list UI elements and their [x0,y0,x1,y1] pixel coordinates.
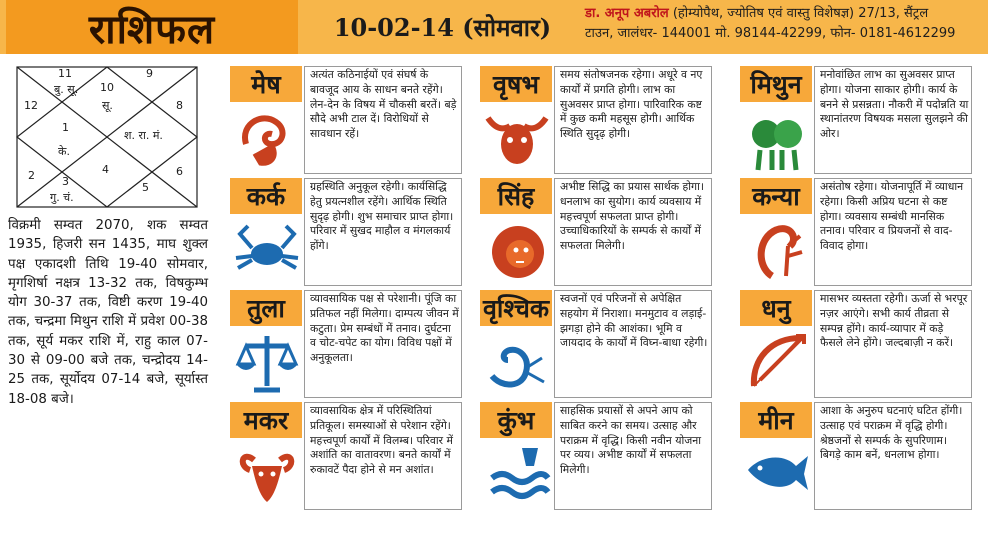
house-1: 1 [62,121,69,134]
author-credentials: (होम्योपैथ, ज्योतिष एवं वास्तु विशेषज्ञ) 27/13, सैंट्रल [668,6,929,21]
twins-icon [742,104,812,174]
rashifal-logo [6,0,298,54]
sign-prediction-text: साहसिक प्रयासों से अपने आप को साबित करने का समय। उत्साह और पराक्रम में वृद्धि। किसी नवीन योजना पर व्यय। अभीष्ट कार्यों में सफलता मिलेगी। [554,402,712,510]
house-3-planets: गु. चं. [50,191,74,204]
header-bar [0,0,988,54]
date-heading: 10-02-14 (सोमवार) [333,12,552,42]
sign-name-label: मिथुन [740,66,812,102]
lion-icon [482,216,552,286]
sign-name-label: धनु [740,290,812,326]
archer-bow-icon [742,328,812,398]
maiden-icon [742,216,812,286]
sign-name-label: सिंह [480,178,552,214]
sign-prediction-text: अत्यंत कठिनाईयों एवं संघर्ष के बावजूद आय के साधन बनते रहेंगे। लेन-देन के विषय में चौकसी बरतें। बड़े सौदे अभी टाल दें। विरोधियों से सावधान रहें। [304,66,462,174]
house-12: 12 [24,99,38,112]
sign-name-label: मकर [230,402,302,438]
house-10-planets: सू. [102,99,113,112]
sign-prediction-text: स्वजनों एवं परिजनों से अपेक्षित सहयोग में निराशा। मनमुटाव व लड़ाई-झगड़ा होने की आशंका। भूमि व जायदाद के कार्यों में विघ्न-बाधा रहेगी। [554,290,712,398]
house-4: 4 [102,163,109,176]
house-8: 8 [176,99,183,112]
author-address: टाउन, जालंधर- 144001 मो. 98144-42299, फोन- 0181-4612299 [585,26,956,41]
house-10: 10 [100,81,114,94]
page-title: राशिफल [88,5,216,53]
water-bearer-icon [482,440,552,510]
fish-icon [742,440,812,510]
crab-icon [232,216,302,286]
panchang-text: विक्रमी सम्वत 2070, शक सम्वत 1935, हिजरी सन 1435, माघ शुक्ल पक्ष एकादशी तिथि 19-40 सोमवार, मृगशिर्षा नक्षत्र 13-32 तक, विषकुम्भ योग 30-37 तक, विष्टी करण 19-40 तक, चन्द्रमा मिथुन राशि में प्रवेश 00-38 तक, सूर्य मकर राशि में, राहु काल 07-30 से 09-00 बजे तक, चन्द्रोदय 14-25 तक, सूर्योदय 07-14 बजे, सूर्यास्त 18-08 बजे। [8,218,208,407]
sign-name-label: वृश्चिक [480,290,552,326]
house-7-planets: श. रा. मं. [124,129,163,142]
sign-name-label: वृषभ [480,66,552,102]
house-11-planets: बु. सू. [54,83,79,96]
sign-name-label: कुंभ [480,402,552,438]
sign-name-label: तुला [230,290,302,326]
sign-name-label: कन्या [740,178,812,214]
goat-icon [232,440,302,510]
sign-prediction-text: आशा के अनुरुप घटनाएं घटित होंगी। उत्साह एवं पराक्रम में वृद्धि होगी। श्रेष्ठजनों से सम्पर्क के सुपरिणाम। बिगड़े काम बनें, धनलाभ होगा। [814,402,972,510]
house-1-planets: के. [58,145,70,158]
sign-prediction-text: असंतोष रहेगा। योजनापूर्ति में व्याधान रहेगा। किसी अप्रिय घटना से कष्ट होगा। व्यवसाय सम्बंधी मानसिक तनाव। परिवार व प्रियजनों से वाद-विवाद होगा। [814,178,972,286]
sign-prediction-text: मनोवांछित लाभ का सुअवसर प्राप्त होगा। योजना साकार होगी। कार्य के बनने से प्रसन्नता। नौकरी में पदोन्नति या स्थानांतरण विषयक मसला सुलझने की ओर। [814,66,972,174]
sign-name-label: मीन [740,402,812,438]
kundli-chart [16,66,198,208]
sign-prediction-text: समय संतोषजनक रहेगा। अधूरे व नए कार्यों में प्रगति होगी। लाभ का सुअवसर प्राप्त होगा। पारिवारिक कष्ट में कुछ कमी महसूस होगी। आर्थिक स्थिति सुदृढ़ होगी। [554,66,712,174]
house-6: 6 [176,165,183,178]
house-9: 9 [146,67,153,80]
scales-icon [232,328,302,398]
author-info [585,4,985,44]
sign-prediction-text: मासभर व्यस्तता रहेगी। ऊर्जा से भरपूर नज़र आएंगे। सभी कार्य तीव्रता से सम्पन्न होंगे। कार्य-व्यापार में कड़े फैसले लेने होंगे। जल्दबाज़ी न करें। [814,290,972,398]
sign-prediction-text: व्यावसायिक पक्ष से परेशानी। पूंजि का प्रतिफल नहीं मिलेगा। दाम्पत्य जीवन में कटुता। प्रेम सम्बंधों में तनाव। दुर्घटना व चोट-चपेट का योग। विविध पक्षों में अनुकूलता। [304,290,462,398]
ram-icon [232,104,302,174]
bull-icon [482,104,552,174]
sign-prediction-text: ग्रहस्थिति अनुकूल रहेगी। कार्यसिद्धि हेतु प्रयत्नशील रहेंगे। आर्थिक स्थिति सुदृढ़ होगी। शुभ समाचार प्राप्त होगा। परिवार में सुखद माहौल व मंगलकार्य होंगे। [304,178,462,286]
sign-prediction-text: अभीष्ट सिद्धि का प्रयास सार्थक होगा। धनलाभ का सुयोग। कार्य व्यवसाय में महत्त्वपूर्ण सफलता प्राप्त होगी। उच्चाधिकारियों के सम्पर्क से कार्यों में सफलता मिलेगी। [554,178,712,286]
author-name: डा. अनूप अबरोल [585,6,669,21]
sign-name-label: मेष [230,66,302,102]
scorpion-icon [482,328,552,398]
house-5: 5 [142,181,149,194]
house-11: 11 [58,67,72,80]
sign-prediction-text: व्यावसायिक क्षेत्र में परिस्थितियां प्रतिकूल। समस्याओं से परेशान रहेंगे। महत्त्वपूर्ण कार्यों में विलम्ब। परिवार में अशांति का वातावरण। बनते कार्यों में रुकावटें पैदा होने से मन अशांत। [304,402,462,510]
house-3: 3 [62,175,69,188]
house-2: 2 [28,169,35,182]
sign-name-label: कर्क [230,178,302,214]
